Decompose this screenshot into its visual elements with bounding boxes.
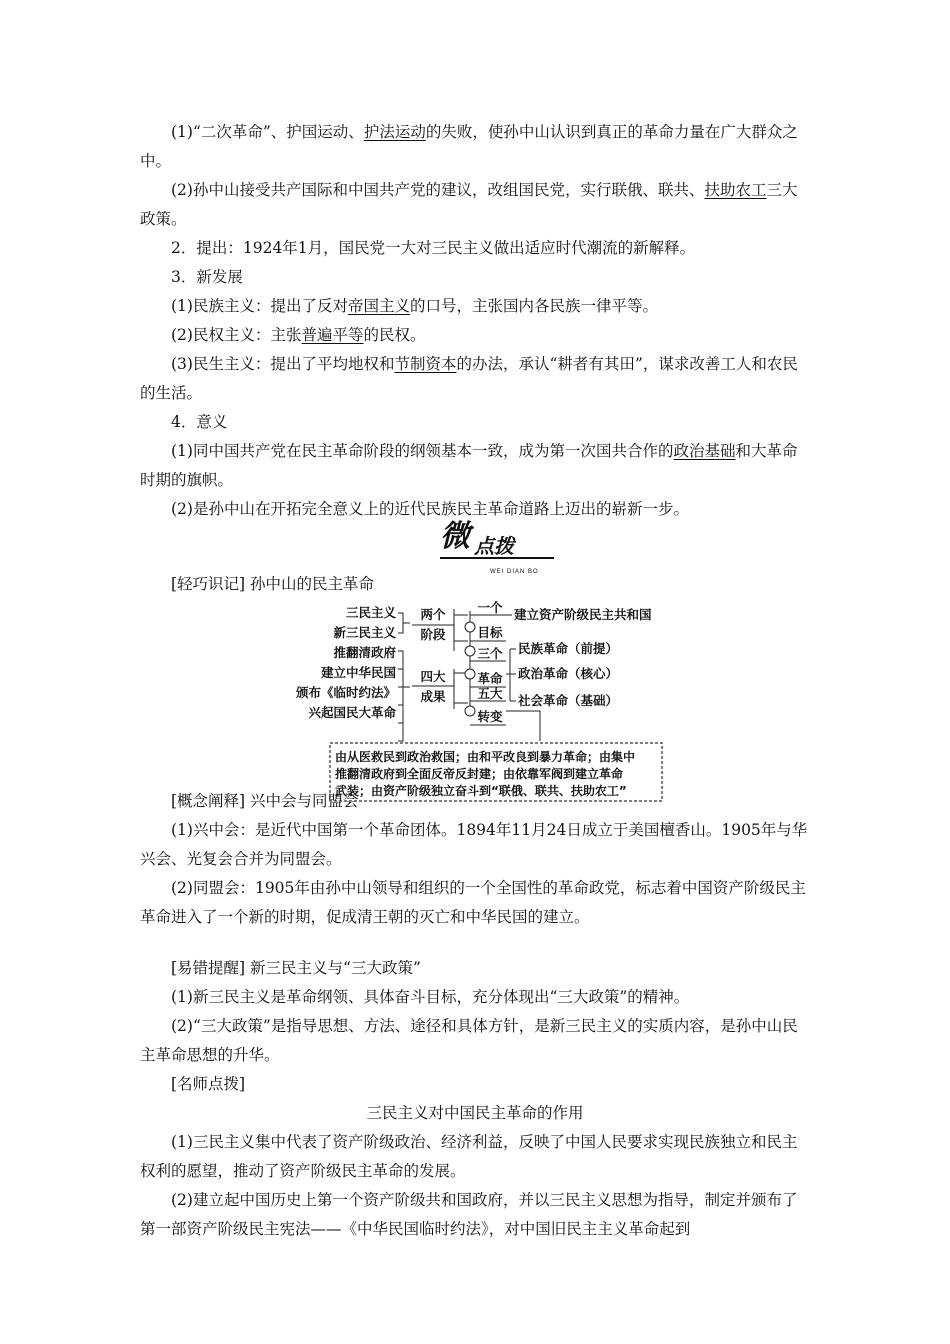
section-heading: 三民主义对中国民主革命的作用 (366, 1104, 584, 1122)
node-label: 三个 (477, 646, 503, 661)
underlined-answer: 帝国主义 (347, 297, 410, 315)
node-label: 转变 (477, 709, 503, 724)
tip-title: [概念阐释] 兴中会与同盟会 (171, 792, 359, 810)
node-label: 五大 (477, 686, 503, 701)
paragraph: (1)同中国共产党在民主革命阶段的纲领基本一致，成为第一次国共合作的政治基础和大革命时期的旗帜。 (140, 442, 798, 489)
paragraph: (1)三民主义集中代表了资产阶级政治、经济利益，反映了中国人民要求实现民族独立和民主权利的愿望，推动了资产阶级民主革命的发展。 (140, 1133, 798, 1180)
underlined-answer: 扶助农工 (704, 181, 767, 199)
paragraph: (2)“三大政策”是指导思想、方法、途径和具体方针，是新三民主义的实质内容，是孙中山民主革命思想的升华。 (140, 1017, 798, 1064)
wei-dian-bo-logo: 微 点拨 WEI DIAN BO (440, 526, 556, 566)
paragraph: (1)民族主义：提出了反对帝国主义的口号，主张国内各民族一律平等。 (171, 297, 658, 315)
paragraph: (2)是孙中山在开拓完全意义上的近代民族民主革命道路上迈出的崭新一步。 (171, 500, 689, 518)
paragraph: (2)民权主义：主张普遍平等的民权。 (171, 326, 426, 344)
paragraph: (1)新三民主义是革命纲领、具体奋斗目标，充分体现出“三大政策”的精神。 (171, 988, 690, 1006)
paragraph: 2．提出：1924年1月，国民党一大对三民主义做出适应时代潮流的新解释。 (171, 239, 696, 257)
document-page (140, 118, 810, 1244)
left-item: 推翻清政府 (333, 645, 396, 660)
underlined-answer: 普遍平等 (301, 326, 364, 344)
paragraph: (1)“二次革命”、护国运动、护法运动的失败，使孙中山认识到真正的革命力量在广大群众之中。 (140, 123, 798, 170)
tip-title: [易错提醒] 新三民主义与“三大政策” (171, 959, 421, 977)
wei-dian-bo-header (140, 519, 810, 575)
paragraph: (2)孙中山接受共产国际和中国共产党的建议，改组国民党，实行联俄、联共、扶助农工三大政策。 (140, 181, 798, 228)
node-label: 目标 (477, 625, 503, 640)
left-item: 兴起国民大革命 (308, 705, 396, 720)
mid-label: 成果 (420, 689, 446, 704)
box-line: 推翻清政府到全面反帝反封建；由依靠军阀到建立革命 (335, 767, 624, 781)
paragraph: (3)民生主义：提出了平均地权和节制资本的办法，承认“耕者有其田”，谋求改善工人和农民的生活。 (140, 355, 798, 402)
tip-title: [轻巧识记] 孙中山的民主革命 (171, 575, 375, 593)
revolution-item: 政治革命（核心） (518, 666, 619, 681)
mid-label: 阶段 (420, 627, 446, 642)
left-item: 颁布《临时约法》 (295, 685, 396, 700)
paragraph: 4．意义 (171, 413, 228, 431)
underlined-answer: 政治基础 (673, 442, 736, 460)
node-label: 革命 (477, 671, 503, 686)
diagram-svg (140, 600, 810, 798)
box-line: 武装；由资产阶级独立奋斗到“联俄、联共、扶助农工” (335, 784, 627, 798)
revolution-item: 民族革命（前提） (518, 641, 619, 656)
left-item: 新三民主义 (333, 625, 396, 640)
mid-label: 两个 (420, 607, 446, 622)
left-item: 建立中华民国 (320, 665, 396, 680)
tip-title: [名师点拨] (171, 1075, 246, 1093)
goal-text: 建立资产阶级民主共和国 (514, 607, 652, 622)
paragraph: (1)兴中会：是近代中国第一个革命团体。1894年11月24日成立于美国檀香山。1905年与华兴会、光复会合并为同盟会。 (140, 821, 808, 868)
box-line: 由从医救民到政治救国；由和平改良到暴力革命；由集中 (335, 750, 636, 764)
mid-label: 四大 (420, 669, 446, 684)
paragraph: 3．新发展 (171, 268, 243, 286)
revolution-item: 社会革命（基础） (518, 693, 619, 708)
underlined-answer: 节制资本 (394, 355, 457, 373)
left-item: 三民主义 (345, 605, 396, 620)
paragraph: (2)建立起中国历史上第一个资产阶级共和国政府，并以三民主义思想为指导，制定并颁布了第一部资产阶级民主宪法——《中华民国临时约法》，对中国旧民主主义革命起到 (140, 1191, 798, 1238)
paragraph: (2)同盟会：1905年由孙中山领导和组织的一个全国性的革命政党，标志着中国资产阶级民主革命进入了一个新的时期，促成清王朝的灭亡和中华民国的建立。 (140, 879, 806, 926)
underlined-answer: 护法运动 (363, 123, 426, 141)
node-label: 一个 (477, 600, 503, 615)
concept-diagram (140, 600, 810, 798)
